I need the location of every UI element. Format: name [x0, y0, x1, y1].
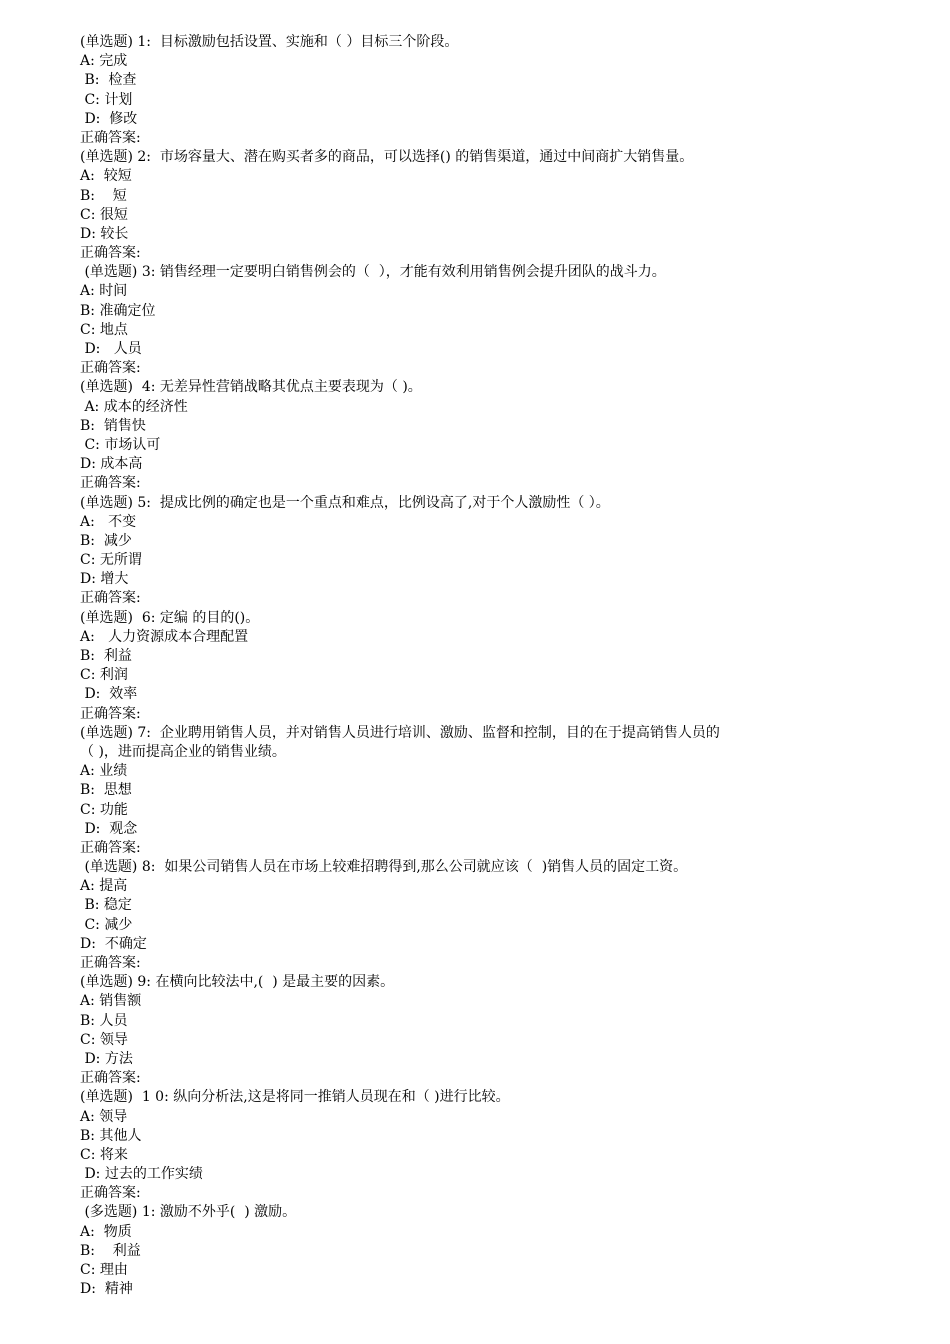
question-9-answer: 正确答案:	[80, 1070, 141, 1087]
question-7-option-c: C: 功能	[80, 801, 128, 818]
question-1-option-a: A: 完成	[80, 53, 128, 70]
question-2-answer: 正确答案:	[80, 245, 141, 262]
question-2-option-d: D: 较长	[80, 225, 129, 242]
question-9-stem: (单选题) 9: 在横向比较法中,( ) 是最主要的因素。	[80, 974, 395, 991]
question-10-option-b: B: 其他人	[80, 1127, 142, 1144]
question-3-option-a: A: 时间	[80, 283, 128, 300]
question-1-option-b: B: 检查	[80, 72, 137, 89]
question-10-answer: 正确答案:	[80, 1185, 141, 1202]
question-6-stem: (单选题) 6: 定编 的目的()。	[80, 609, 260, 626]
question-6-option-c: C: 利润	[80, 667, 128, 684]
question-3-option-d: D: 人员	[80, 341, 142, 357]
question-8-answer: 正确答案:	[80, 955, 141, 971]
question-5-answer: 正确答案:	[80, 590, 141, 607]
question-8-option-c: C: 减少	[80, 916, 133, 933]
question-4-option-d: D: 成本高	[80, 456, 143, 473]
question-7-answer: 正确答案:	[80, 839, 141, 856]
question-7-option-a: A: 业绩	[80, 763, 128, 780]
multi-question-1-option-a: A: 物质	[80, 1223, 132, 1240]
question-9-option-c: C: 领导	[80, 1031, 128, 1048]
question-7-stem-continued: （ )，进而提高企业的销售业绩。	[80, 743, 286, 760]
question-9-option-b: B: 人员	[80, 1012, 128, 1029]
question-1-stem: (单选题) 1: 目标激励包括设置、实施和（ ）目标三个阶段。	[80, 34, 459, 50]
question-6-answer: 正确答案:	[80, 705, 141, 722]
question-8-stem: (单选题) 8: 如果公司销售人员在市场上较难招聘得到,那么公司就应该（ )销售人员的固定工资。	[80, 859, 688, 876]
question-7-option-b: B: 思想	[80, 782, 132, 799]
question-4-option-a: A: 成本的经济性	[80, 398, 188, 415]
document-page	[80, 33, 880, 1299]
question-8-option-b: B: 稳定	[80, 897, 132, 914]
question-2-stem: (单选题) 2: 市场容量大、潜在购买者多的商品，可以选择() 的销售渠道，通过中间商扩大销售量。	[80, 149, 694, 166]
question-8-option-a: A: 提高	[80, 878, 128, 895]
question-6-option-d: D: 效率	[80, 686, 138, 703]
question-3-option-c: C: 地点	[80, 321, 128, 338]
multi-question-1-option-c: C: 理由	[80, 1262, 128, 1278]
question-4-option-c: C: 市场认可	[80, 436, 161, 453]
multi-question-1-option-d: D: 精神	[80, 1281, 133, 1298]
question-2-option-b: B: 短	[80, 187, 127, 204]
question-5-stem: (单选题) 5: 提成比例的确定也是一个重点和难点，比例设高了,对于个人激励性（ ）。	[80, 494, 610, 511]
question-10-option-d: D: 过去的工作实绩	[80, 1166, 203, 1183]
question-4-answer: 正确答案:	[80, 475, 141, 492]
multi-question-1-option-b: B: 利益	[80, 1242, 141, 1259]
question-7-stem: (单选题) 7: 企业聘用销售人员，并对销售人员进行培训、激励、监督和控制，目的在于提高销售人员的	[80, 724, 720, 741]
question-1-option-c: C: 计划	[80, 91, 133, 108]
question-10-stem: (单选题) 1 0: 纵向分析法,这是将同一推销人员现在和（ )进行比较。	[80, 1089, 510, 1106]
question-6-option-b: B: 利益	[80, 648, 132, 664]
question-1-option-d: D: 修改	[80, 110, 138, 127]
question-9-option-a: A: 销售额	[80, 993, 142, 1010]
question-5-option-b: B: 减少	[80, 532, 132, 549]
multi-question-1-stem: (多选题) 1: 激励不外乎( ) 激励。	[80, 1204, 297, 1221]
question-5-option-c: C: 无所谓	[80, 552, 142, 569]
question-8-option-d: D: 不确定	[80, 935, 147, 952]
question-3-option-b: B: 准确定位	[80, 302, 156, 319]
question-6-option-a: A: 人力资源成本合理配置	[80, 628, 249, 645]
question-1-answer: 正确答案:	[80, 129, 141, 146]
question-4-stem: (单选题) 4: 无差异性营销战略其优点主要表现为（ )。	[80, 379, 422, 396]
question-10-option-c: C: 将来	[80, 1146, 128, 1163]
question-2-option-c: C: 很短	[80, 206, 128, 223]
question-9-option-d: D: 方法	[80, 1050, 133, 1067]
question-2-option-a: A: 较短	[80, 168, 132, 185]
question-3-answer: 正确答案:	[80, 360, 141, 377]
question-3-stem: (单选题) 3: 销售经理一定要明白销售例会的（ ），才能有效利用销售例会提升团队的战斗力。	[80, 264, 666, 281]
question-5-option-d: D: 增大	[80, 571, 129, 588]
question-7-option-d: D: 观念	[80, 820, 138, 837]
question-5-option-a: A: 不变	[80, 513, 137, 530]
question-4-option-b: B: 销售快	[80, 417, 146, 434]
question-10-option-a: A: 领导	[80, 1108, 128, 1125]
